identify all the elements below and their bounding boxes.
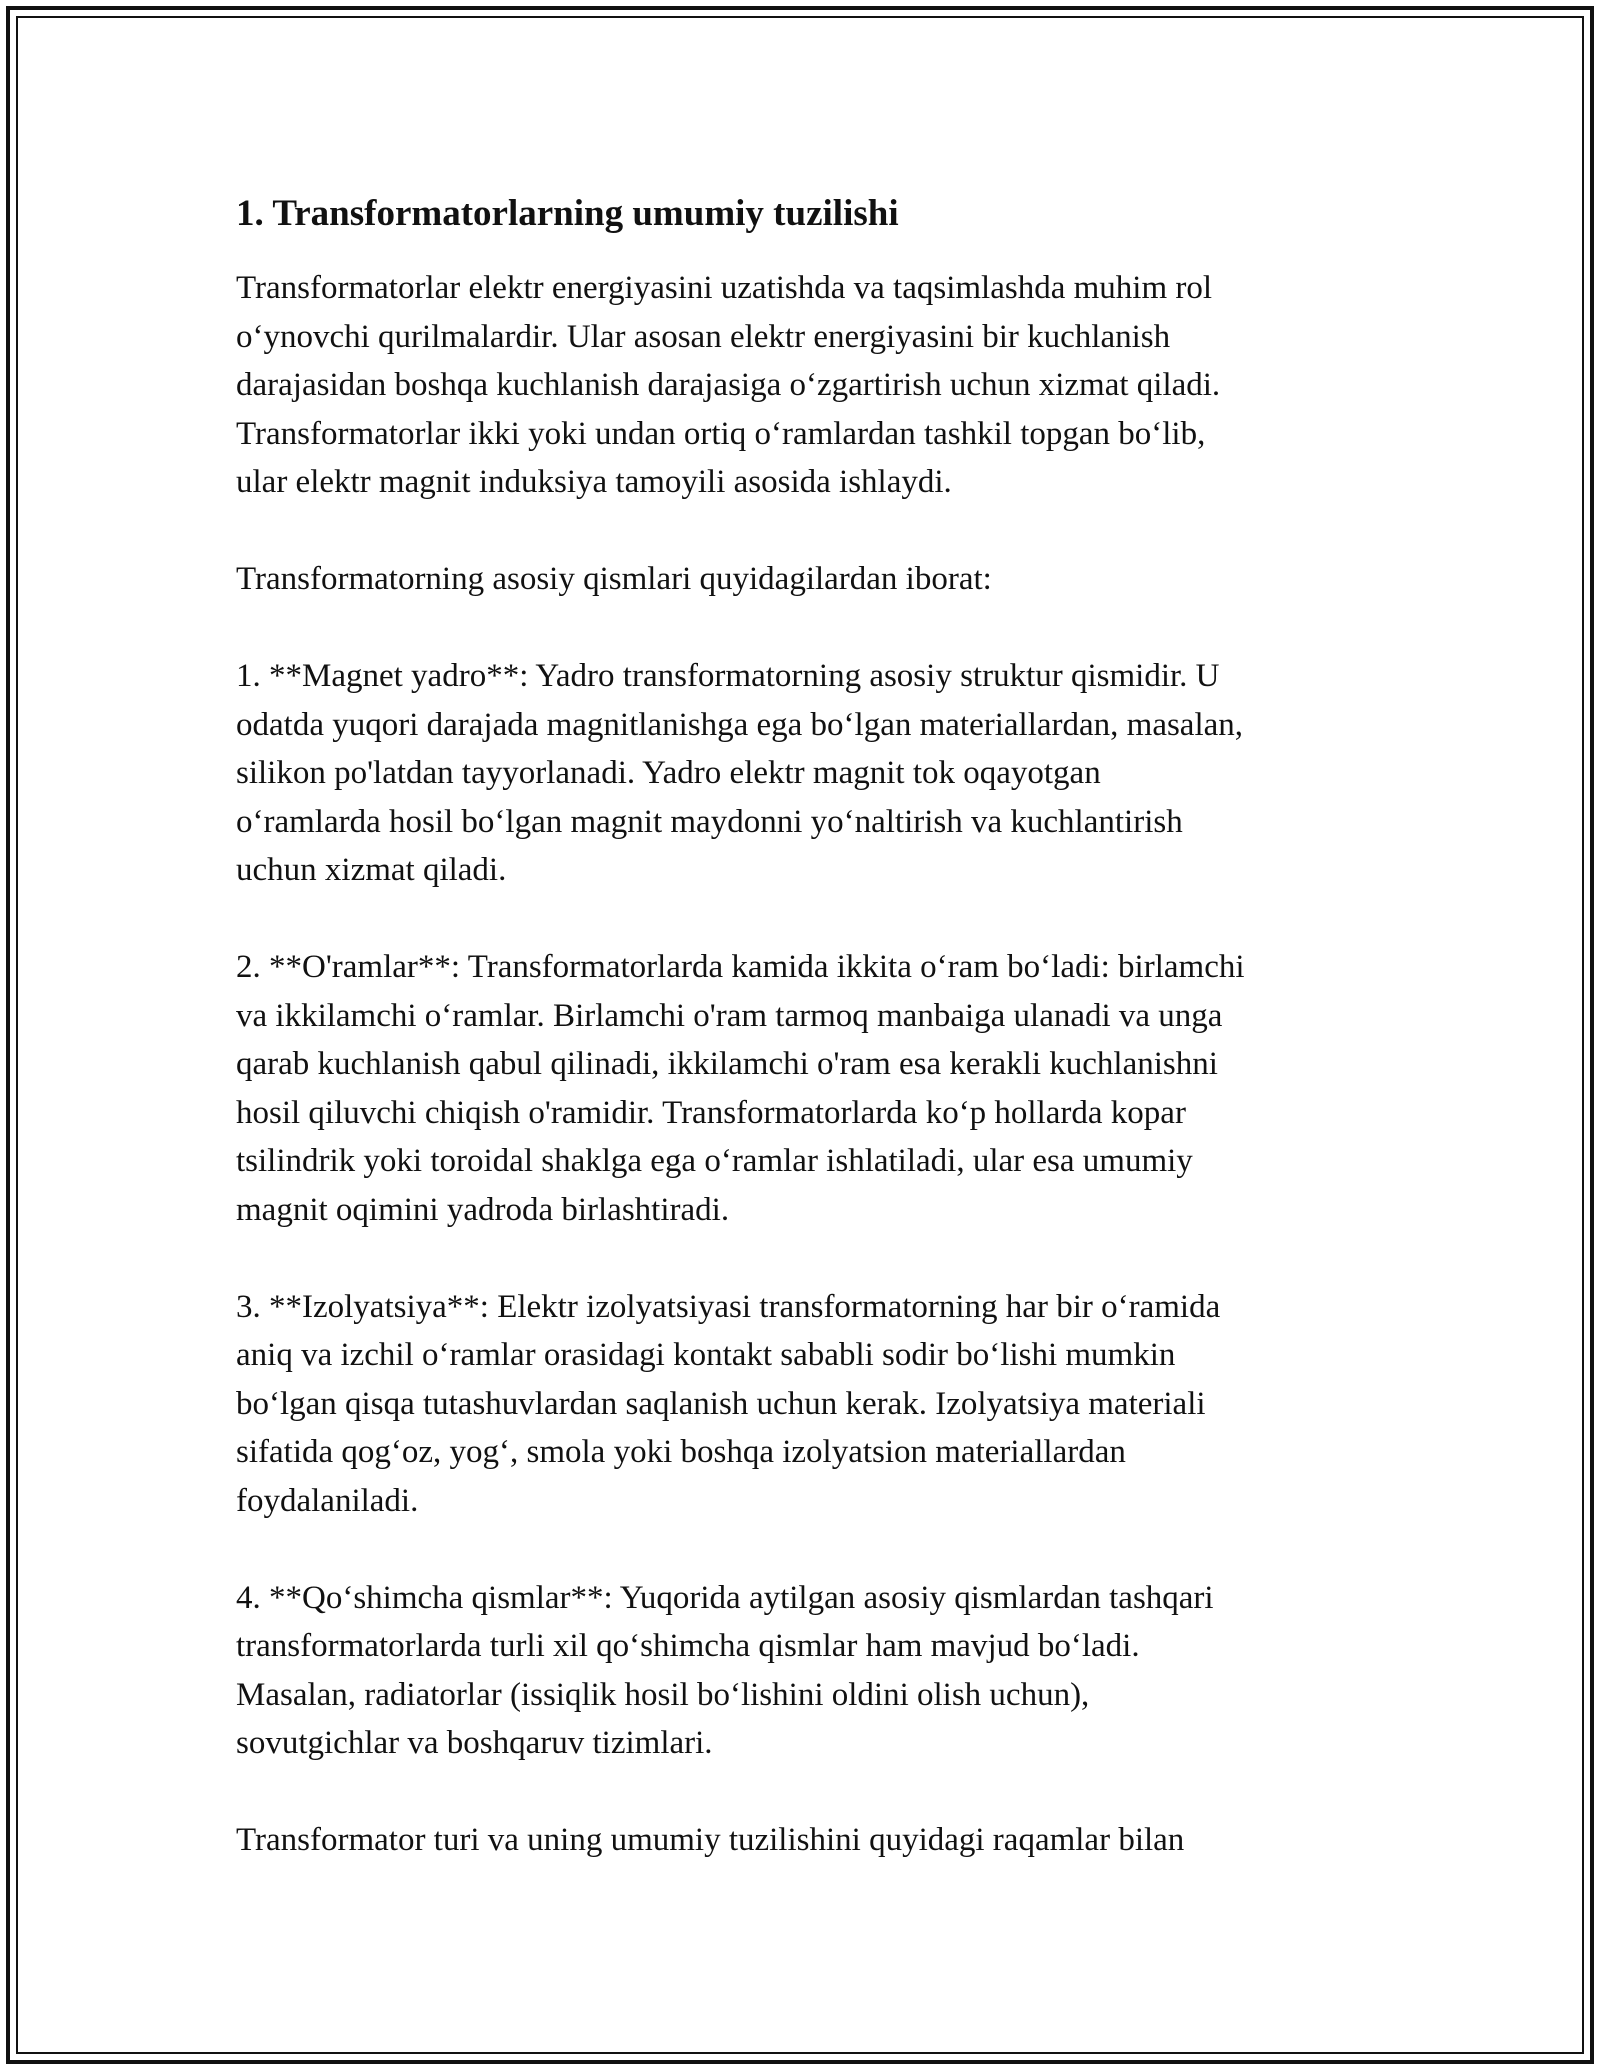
text-line: 3. **Izolyatsiya**: Elektr izolyatsiyasi transformatorning har bir o‘ramida — [236, 1288, 1221, 1325]
text-line: Transformatorlar elektr energiyasini uzatishda va taqsimlashda muhim rol — [236, 270, 1213, 306]
text-line: bo‘lgan qisqa tutashuvlardan saqlanish uchun kerak. Izolyatsiya materiali — [236, 1385, 1206, 1422]
text-line: hosil qiluvchi chiqish o'ramidir. Transformatorlarda ko‘p hollarda kopar — [236, 1094, 1186, 1131]
text-line: silikon po'latdan tayyorlanadi. Yadro elektr magnit tok oqayotgan — [236, 755, 1101, 791]
text-line: tsilindrik yoki toroidal shaklga ega o‘ramlar ishlatiladi, ular esa umumiy — [236, 1143, 1193, 1179]
section-heading: 1. Transformatorlarning umumiy tuzilishi — [236, 193, 899, 234]
text-line: o‘ramlarda hosil bo‘lgan magnit maydonni yo‘naltirish va kuchlantirish — [236, 803, 1183, 840]
paragraph-insulation — [236, 1283, 1406, 1526]
text-line: uchun xizmat qiladi. — [236, 852, 507, 888]
paragraph-magnet-core — [236, 652, 1406, 895]
text-line: sifatida qog‘oz, yog‘, smola yoki boshqa izolyatsion materiallardan — [236, 1434, 1126, 1470]
text-line: aniq va izchil o‘ramlar orasidagi kontakt sababli sodir bo‘lishi mumkin — [236, 1337, 1176, 1373]
text-line: magnit oqimini yadroda birlashtiradi. — [236, 1191, 730, 1228]
text-line: 4. **Qo‘shimcha qismlar**: Yuqorida aytilgan asosiy qismlardan tashqari — [236, 1579, 1214, 1616]
text-line: Masalan, radiatorlar (issiqlik hosil bo‘lishini oldini olish uchun), — [236, 1676, 1090, 1713]
text-line: 1. **Magnet yadro**: Yadro transformatorning asosiy struktur qismidir. U — [236, 658, 1220, 694]
text-line: odatda yuqori darajada magnitlanishga ega bo‘lgan materiallardan, masalan, — [236, 706, 1244, 743]
paragraph-parts-intro — [236, 555, 1406, 604]
text-line: qarab kuchlanish qabul qilinadi, ikkilamchi o'ram esa kerakli kuchlanishni — [236, 1046, 1218, 1082]
document-body — [236, 190, 1406, 1913]
text-line: va ikkilamchi o‘ramlar. Birlamchi o'ram tarmoq manbaiga ulanadi va unga — [236, 997, 1223, 1034]
text-line: o‘ynovchi qurilmalardir. Ular asosan elektr energiyasini bir kuchlanish — [236, 318, 1171, 355]
text-line: sovutgichlar va boshqaruv tizimlari. — [236, 1725, 713, 1761]
paragraph-closing — [236, 1816, 1406, 1865]
text-line: Transformator turi va uning umumiy tuzilishini quyidagi raqamlar bilan — [236, 1822, 1185, 1858]
text-line: Transformatorlar ikki yoki undan ortiq o‘ramlardan tashkil topgan bo‘lib, — [236, 415, 1206, 452]
paragraph-windings — [236, 943, 1406, 1234]
text-line: ular elektr magnit induksiya tamoyili asosida ishlaydi. — [236, 464, 952, 500]
text-line: transformatorlarda turli xil qo‘shimcha qismlar ham mavjud bo‘ladi. — [236, 1628, 1140, 1664]
text-line: Transformatorning asosiy qismlari quyidagilardan iborat: — [236, 561, 992, 597]
paragraph-intro — [236, 264, 1406, 507]
paragraph-additional-parts — [236, 1574, 1406, 1768]
text-line: 2. **O'ramlar**: Transformatorlarda kamida ikkita o‘ram bo‘ladi: birlamchi — [236, 949, 1245, 985]
text-line: foydalaniladi. — [236, 1482, 419, 1519]
text-line: darajasidan boshqa kuchlanish darajasiga o‘zgartirish uchun xizmat qiladi. — [236, 367, 1221, 403]
